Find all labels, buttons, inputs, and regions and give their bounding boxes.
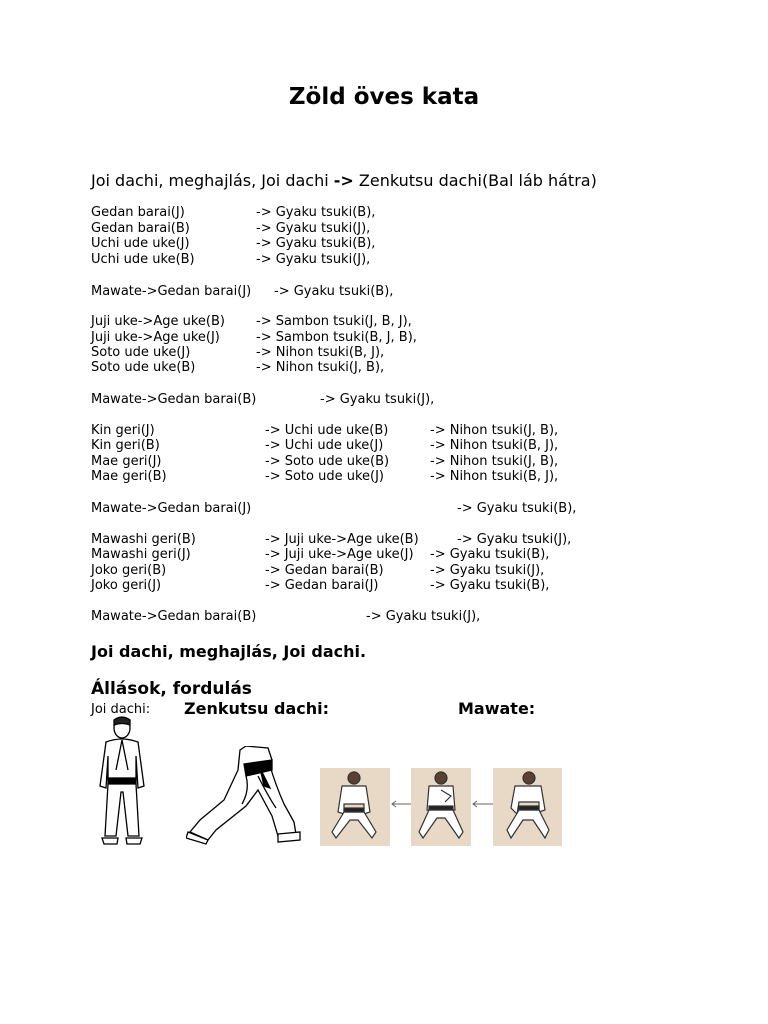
follow-up: -> Soto ude uke(J): [265, 469, 385, 484]
technique: Mawate->Gedan barai(B): [91, 609, 257, 624]
follow-up: -> Soto ude uke(B): [265, 454, 390, 469]
technique: Soto ude uke(B): [91, 360, 196, 375]
technique: Mawashi geri(B): [91, 532, 196, 547]
intro-end: Zenkutsu dachi(Bal láb hátra): [353, 171, 597, 190]
technique: Gedan barai(B): [91, 221, 190, 236]
technique: Soto ude uke(J): [91, 345, 191, 360]
technique: Joko geri(J): [91, 578, 162, 593]
technique: Kin geri(B): [91, 438, 160, 453]
technique: Mawate->Gedan barai(J): [91, 284, 252, 299]
follow-up: -> Nihon tsuki(B, J),: [256, 345, 385, 360]
mawate-photo-3-icon: [493, 768, 562, 846]
follow-up: -> Uchi ude uke(B): [265, 423, 389, 438]
technique: Mae geri(J): [91, 454, 162, 469]
final-technique: -> Gyaku tsuki(B),: [430, 578, 550, 593]
technique: Gedan barai(J): [91, 205, 185, 220]
follow-up: -> Gyaku tsuki(B),: [274, 284, 394, 299]
left-arrow-icon: [471, 800, 493, 808]
closing-line: Joi dachi, meghajlás, Joi dachi.: [91, 642, 367, 661]
follow-up: -> Gyaku tsuki(J),: [320, 392, 435, 407]
zenkutsu-dachi-label: Zenkutsu dachi:: [184, 699, 330, 718]
technique: Juji uke->Age uke(J): [91, 330, 220, 345]
technique: Mawate->Gedan barai(B): [91, 392, 257, 407]
technique: Mae geri(B): [91, 469, 167, 484]
follow-up: -> Uchi ude uke(J): [265, 438, 384, 453]
left-arrow-icon: [390, 800, 412, 808]
follow-up: -> Gedan barai(J): [265, 578, 379, 593]
follow-up: -> Nihon tsuki(J, B),: [256, 360, 385, 375]
zenkutsu-dachi-figure-icon: [186, 746, 304, 846]
follow-up: -> Gedan barai(B): [265, 563, 384, 578]
technique: Mawashi geri(J): [91, 547, 191, 562]
final-technique: -> Gyaku tsuki(J),: [430, 563, 545, 578]
technique: Juji uke->Age uke(B): [91, 314, 225, 329]
joi-dachi-label: Joi dachi:: [91, 702, 151, 717]
final-technique: -> Gyaku tsuki(J),: [457, 532, 572, 547]
follow-up: -> Sambon tsuki(B, J, B),: [256, 330, 417, 345]
follow-up: -> Gyaku tsuki(J),: [366, 609, 481, 624]
intro-line: [91, 171, 597, 190]
mawate-photo-2-icon: [411, 768, 471, 846]
follow-up: -> Gyaku tsuki(J),: [256, 221, 371, 236]
intro-start: Joi dachi, meghajlás, Joi dachi: [91, 171, 334, 190]
final-technique: -> Gyaku tsuki(B),: [430, 547, 550, 562]
technique: Mawate->Gedan barai(J): [91, 501, 252, 516]
final-technique: -> Nihon tsuki(J, B),: [430, 423, 559, 438]
technique: Uchi ude uke(J): [91, 236, 190, 251]
follow-up: -> Gyaku tsuki(B),: [256, 236, 376, 251]
final-technique: -> Nihon tsuki(J, B),: [430, 454, 559, 469]
follow-up: -> Gyaku tsuki(J),: [256, 252, 371, 267]
final-technique: -> Nihon tsuki(B, J),: [430, 469, 559, 484]
mawate-label: Mawate:: [458, 699, 536, 718]
follow-up: -> Juji uke->Age uke(B): [265, 532, 419, 547]
page-title: Zöld öves kata: [288, 84, 480, 110]
stances-heading: Állások, fordulás: [91, 679, 252, 699]
technique: Joko geri(B): [91, 563, 167, 578]
final-technique: -> Nihon tsuki(B, J),: [430, 438, 559, 453]
follow-up: -> Gyaku tsuki(B),: [457, 501, 577, 516]
intro-arrow: ->: [333, 171, 354, 190]
joi-dachi-figure-icon: [92, 716, 152, 850]
mawate-photo-1-icon: [320, 768, 390, 846]
follow-up: -> Juji uke->Age uke(J): [265, 547, 414, 562]
technique: Kin geri(J): [91, 423, 155, 438]
follow-up: -> Gyaku tsuki(B),: [256, 205, 376, 220]
technique: Uchi ude uke(B): [91, 252, 195, 267]
follow-up: -> Sambon tsuki(J, B, J),: [256, 314, 412, 329]
